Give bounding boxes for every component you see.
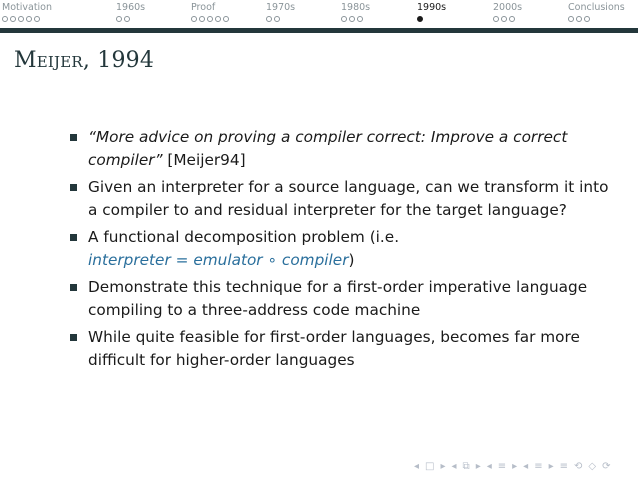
forward-icon[interactable]: ⟳ <box>602 461 611 472</box>
bullet-marker <box>70 334 77 341</box>
prev-arrow-icon[interactable]: ◂ <box>451 461 457 472</box>
subsection-dots <box>116 16 145 22</box>
back-icon[interactable]: ⟲ <box>574 461 583 472</box>
bullet-item <box>70 226 610 271</box>
subsection-dots <box>341 16 370 22</box>
nav-section-1980s[interactable] <box>341 2 370 26</box>
subsection-icon[interactable]: ⧉ <box>462 461 470 472</box>
bullet-marker <box>70 234 77 241</box>
bullet-text: Demonstrate this technique for a first-order imperative language compiling to a three-address code machine <box>88 278 588 319</box>
nav-section-proof[interactable] <box>191 2 229 26</box>
subsection-dots <box>266 16 295 22</box>
nav-section-1990s[interactable] <box>417 2 446 26</box>
search-icon[interactable]: ◇ <box>588 461 597 472</box>
subsection-dots <box>417 16 446 22</box>
toc-icon[interactable]: ≡ <box>559 461 569 472</box>
nav-section-label: 1980s <box>341 2 371 13</box>
math-interpreter: interpreter <box>88 250 171 269</box>
nav-section-label: Conclusions <box>568 2 625 13</box>
nav-section-motivation[interactable] <box>2 2 52 26</box>
bullet-item <box>70 276 610 321</box>
frame-title: Meijer, 1994 <box>14 48 155 73</box>
bullet-text: While quite feasible for first-order languages, becomes far more difficult for higher-order languages <box>88 328 580 369</box>
next-arrow-icon[interactable]: ▸ <box>548 461 554 472</box>
bullet-item <box>70 126 610 171</box>
nav-section-label: Proof <box>191 2 216 13</box>
nav-section-conclusions[interactable] <box>568 2 625 26</box>
bullet-list <box>70 126 610 376</box>
section-navigation-bar <box>0 0 638 28</box>
nav-section-label: 1990s <box>417 2 447 13</box>
nav-section-label: 2000s <box>493 2 523 13</box>
frame-icon[interactable]: □ <box>425 461 435 472</box>
meijer-quote: “More advice on proving a compiler correct: Improve a correct compiler” <box>88 128 568 169</box>
nav-section-1970s[interactable] <box>266 2 295 26</box>
nav-section-1960s[interactable] <box>116 2 145 26</box>
header-rule <box>0 28 638 33</box>
subsection-dots <box>568 16 625 22</box>
nav-section-2000s[interactable] <box>493 2 522 26</box>
next-arrow-icon[interactable]: ▸ <box>475 461 481 472</box>
closing-paren: ) <box>348 250 355 269</box>
bullet-item <box>70 326 610 371</box>
subsection-dots <box>493 16 522 22</box>
nav-section-label: 1970s <box>266 2 296 13</box>
citation: [Meijer94] <box>162 150 246 169</box>
bullet-text: A functional decomposition problem (i.e. <box>88 228 400 246</box>
section-icon[interactable]: ≡ <box>497 461 507 472</box>
document-icon[interactable]: ≡ <box>534 461 543 472</box>
bullet-marker <box>70 284 77 291</box>
nav-section-label: 1960s <box>116 2 146 13</box>
math-equals: = <box>170 250 194 269</box>
bullet-marker <box>70 134 77 141</box>
bullet-item <box>70 176 610 221</box>
prev-arrow-icon[interactable]: ◂ <box>486 461 492 472</box>
next-arrow-icon[interactable]: ▸ <box>512 461 518 472</box>
prev-arrow-icon[interactable]: ◂ <box>414 461 420 472</box>
subsection-dots <box>2 16 52 22</box>
math-compiler: compiler <box>281 250 349 269</box>
nav-section-label: Motivation <box>2 2 53 13</box>
beamer-navigation-symbols <box>414 461 611 473</box>
prev-arrow-icon[interactable]: ◂ <box>523 461 529 472</box>
math-emulator: emulator <box>193 250 263 269</box>
subsection-dots <box>191 16 229 22</box>
bullet-text: Given an interpreter for a source language, can we transform it into a compiler to and residual interpreter for the target language? <box>88 178 609 219</box>
next-arrow-icon[interactable]: ▸ <box>440 461 446 472</box>
bullet-marker <box>70 184 77 191</box>
math-compose: ∘ <box>262 250 282 269</box>
